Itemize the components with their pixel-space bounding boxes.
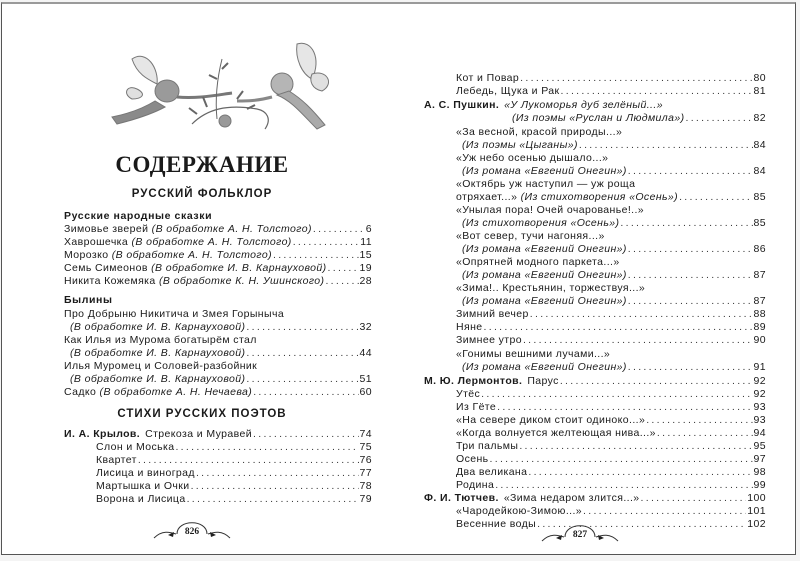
leader-dots (628, 243, 753, 256)
page-number-826: 826 (184, 527, 200, 537)
page-number: 98 (753, 466, 766, 478)
page-number: 92 (753, 388, 766, 400)
toc-entry[interactable] (96, 441, 372, 454)
page-folio (540, 517, 620, 547)
toc-entry[interactable] (64, 262, 372, 275)
page-number: 92 (753, 375, 766, 387)
leader-dots (191, 480, 359, 493)
page-number: 93 (753, 414, 766, 426)
author-name: М. Ю. Лермонтов. (424, 375, 523, 387)
page-number-827: 827 (572, 530, 588, 540)
leader-dots (628, 269, 753, 282)
entry-title[interactable]: Илья Муромец и Соловей-разбойник (64, 360, 258, 372)
section-heading-folklore: РУССКИЙ ФОЛЬКЛОР (131, 188, 273, 200)
entry-title[interactable]: «Опрятней модного паркета...» (456, 256, 620, 268)
entry-title: Зимний вечер (456, 308, 529, 320)
entry-note: (Из поэмы «Цыганы») (462, 139, 578, 151)
toc-entry[interactable] (456, 388, 766, 401)
leader-dots (253, 386, 358, 399)
toc-entry[interactable] (70, 347, 372, 360)
fairies-illustration-icon (97, 29, 342, 144)
toc-entry[interactable] (456, 321, 766, 334)
entry-title: Няне (456, 321, 483, 333)
page-number: 99 (753, 479, 766, 491)
page-number: 44 (359, 347, 372, 359)
page-number: 76 (359, 454, 372, 466)
leader-dots (325, 275, 358, 288)
page-number: 91 (753, 361, 766, 373)
page-number: 102 (747, 518, 766, 530)
entry-title: «Зима недаром злится...» (503, 492, 640, 504)
leader-dots (657, 427, 753, 440)
leader-dots (490, 453, 753, 466)
page-number: 90 (753, 334, 766, 346)
toc-entry[interactable] (96, 493, 372, 506)
entry-title[interactable]: «Гонимы вешними лучами...» (456, 348, 611, 360)
leader-dots (497, 401, 752, 414)
leader-dots (481, 388, 752, 401)
entry-note: (Из романа «Евгений Онегин») (462, 243, 627, 255)
entry-title[interactable]: «Унылая пора! Очей очарованье!..» (456, 204, 645, 216)
toc-entry[interactable] (462, 217, 766, 230)
entry-title[interactable]: Как Илья из Мурома богатырём стал (64, 334, 257, 346)
leader-dots (628, 165, 753, 178)
leader-dots (528, 466, 752, 479)
entry-title: «Когда волнуется желтеющая нива...» (456, 427, 656, 439)
page-number: 78 (359, 480, 372, 492)
page-number: 84 (753, 139, 766, 151)
book-spread (1, 2, 796, 555)
page-number: 11 (360, 236, 372, 248)
entry-note: (В обработке И. В. Карнауховой) (70, 347, 246, 359)
leader-dots (196, 467, 359, 480)
entry-title: Квартет (96, 454, 137, 466)
toc-entry[interactable] (462, 361, 766, 374)
entry-title: «На севере диком стоит одиноко...» (456, 414, 646, 426)
entry-title-cont: отряхает...» (456, 191, 518, 203)
leader-dots (686, 112, 753, 125)
page-number: 51 (359, 373, 372, 385)
entry-title: Лебедь, Щука и Рак (456, 85, 560, 97)
page-number: 89 (753, 321, 766, 333)
entry-title: Три пальмы (456, 440, 519, 452)
page-number: 86 (753, 243, 766, 255)
leader-dots (246, 347, 358, 360)
toc-entry[interactable] (96, 467, 372, 480)
page-number: 80 (753, 72, 766, 84)
entry-title[interactable]: «Зима!.. Крестьянин, торжествуя...» (456, 282, 646, 294)
toc-entry[interactable] (424, 492, 766, 505)
entry-note: (В обработке К. Н. Ушинского) (158, 275, 325, 287)
leader-dots (620, 217, 752, 230)
leader-dots (328, 262, 359, 275)
toc-entry[interactable] (456, 453, 766, 466)
page-number: 85 (753, 217, 766, 229)
author-name: Ф. И. Тютчев. (424, 492, 499, 504)
leader-dots (519, 440, 752, 453)
toc-entry[interactable] (456, 85, 766, 98)
toc-entry[interactable] (462, 243, 766, 256)
leader-dots (246, 373, 358, 386)
entry-title[interactable]: «Октябрь уж наступил — уж роща (456, 178, 636, 190)
leader-dots (187, 493, 359, 506)
page-number: 85 (753, 191, 766, 203)
toc-entry[interactable] (462, 269, 766, 282)
entry-title: Мартышка и Очки (96, 480, 190, 492)
page-number: 101 (747, 505, 766, 517)
entry-title[interactable]: Про Добрыню Никитича и Змея Горыныча (64, 308, 285, 320)
toc-entry[interactable] (64, 428, 372, 441)
leader-dots (246, 321, 358, 334)
toc-entry[interactable] (456, 191, 766, 204)
page-number: 97 (753, 453, 766, 465)
leader-dots (646, 414, 752, 427)
page-number: 75 (359, 441, 372, 453)
leader-dots (628, 361, 753, 374)
entry-title: Осень (456, 453, 489, 465)
entry-note: (Из романа «Евгений Онегин») (462, 269, 627, 281)
page-number: 82 (753, 112, 766, 124)
toc-entry[interactable] (64, 275, 372, 288)
entry-title[interactable]: «Вот север, тучи нагоняя...» (456, 230, 605, 242)
entry-note: (Из романа «Евгений Онегин») (462, 165, 627, 177)
page-number: 100 (747, 492, 766, 504)
author-name: А. С. Пушкин. (424, 99, 500, 111)
leader-dots (520, 72, 752, 85)
entry-title: Ворона и Лисица (96, 493, 186, 505)
page-number: 87 (753, 295, 766, 307)
leader-dots (138, 454, 359, 467)
entry-title: Утёс (456, 388, 481, 400)
entry-title: Стрекоза и Муравей (145, 428, 253, 440)
toc-entry[interactable] (462, 165, 766, 178)
entry-note: (Из стихотворения «Осень») (520, 191, 679, 203)
leader-dots (523, 334, 753, 347)
toc-entry[interactable] (456, 479, 766, 492)
page-number: 32 (359, 321, 372, 333)
page-number: 84 (753, 165, 766, 177)
toc-entry[interactable] (462, 139, 766, 152)
entry-note: (В обработке И. В. Карнауховой) (70, 321, 246, 333)
entry-note: (В обработке А. Н. Толстого) (151, 223, 312, 235)
entry-title: Семь Симеонов (64, 262, 148, 274)
toc-entry[interactable] (456, 427, 766, 440)
entry-note: (В обработке А. Н. Толстого) (131, 236, 292, 248)
entry-title: Морозко (64, 249, 109, 261)
toc-entry[interactable] (456, 334, 766, 347)
page-title: СОДЕРЖАНИЕ (115, 152, 289, 177)
leader-dots (530, 308, 753, 321)
page-number: 15 (359, 249, 372, 261)
leader-dots (253, 428, 359, 441)
entry-title: Родина (456, 479, 495, 491)
leader-dots (484, 321, 753, 334)
subheading-tales: Русские народные сказки (64, 210, 213, 222)
toc-entry[interactable] (64, 386, 372, 399)
page-number: 87 (753, 269, 766, 281)
page-number: 28 (359, 275, 372, 287)
entry-title[interactable]: «За весной, красой природы...» (456, 126, 623, 138)
entry-title: Парус (527, 375, 559, 387)
entry-title: Садко (64, 386, 97, 398)
page-number: 79 (359, 493, 372, 505)
right-page (402, 4, 797, 554)
toc-entry[interactable] (96, 480, 372, 493)
leader-dots (495, 479, 752, 492)
leader-dots (175, 441, 358, 454)
entry-title: Из Гёте (456, 401, 497, 413)
toc-entry[interactable] (64, 249, 372, 262)
toc-entry[interactable] (462, 295, 766, 308)
page-folio (152, 514, 232, 544)
page-number: 88 (753, 308, 766, 320)
page-number: 93 (753, 401, 766, 413)
entry-note: (В обработке И. В. Карнауховой) (151, 262, 327, 274)
toc-entry[interactable] (456, 466, 766, 479)
entry-title: Весенние воды (456, 518, 537, 530)
entry-title: Два великана (456, 466, 528, 478)
entry-note: (В обработке А. Н. Нечаева) (99, 386, 253, 398)
leader-dots (561, 85, 753, 98)
left-page (2, 4, 402, 554)
toc-entry[interactable] (64, 236, 372, 249)
entry-title: Никита Кожемяка (64, 275, 156, 287)
entry-title: Лисица и виноград (96, 467, 195, 479)
leader-dots (560, 375, 753, 388)
page-number: 74 (359, 428, 372, 440)
leader-dots (293, 236, 360, 249)
leader-dots (628, 295, 753, 308)
leader-dots (641, 492, 747, 505)
entry-note: (Из романа «Евгений Онегин») (462, 361, 627, 373)
entry-note: (Из романа «Евгений Онегин») (462, 295, 627, 307)
toc-entry[interactable] (96, 454, 372, 467)
toc-entry-line[interactable] (424, 99, 663, 112)
toc-entry[interactable] (456, 401, 766, 414)
toc-entry[interactable] (70, 373, 372, 386)
entry-title: «У Лукоморья дуб зелёный...» (504, 99, 663, 111)
author-name: И. А. Крылов. (64, 428, 141, 440)
entry-note: (В обработке И. В. Карнауховой) (70, 373, 246, 385)
toc-entry[interactable] (70, 321, 372, 334)
page-number: 94 (753, 427, 766, 439)
leader-dots (313, 223, 365, 236)
entry-title: Зимнее утро (456, 334, 522, 346)
toc-entry[interactable] (64, 223, 372, 236)
page-number: 60 (359, 386, 372, 398)
toc-entry[interactable] (456, 414, 766, 427)
page-number: 81 (753, 85, 766, 97)
entry-note: (Из стихотворения «Осень») (462, 217, 620, 229)
entry-title: Слон и Моська (96, 441, 175, 453)
subheading-byliny: Былины (64, 294, 113, 306)
entry-title: Хаврошечка (64, 236, 129, 248)
entry-note: (Из поэмы «Руслан и Людмила») (512, 112, 685, 124)
page-number: 95 (753, 440, 766, 452)
entry-title: Кот и Повар (456, 72, 520, 84)
page-number: 77 (359, 467, 372, 479)
page-number: 19 (359, 262, 372, 274)
toc-entry[interactable] (512, 112, 766, 125)
entry-note: (В обработке А. Н. Толстого) (111, 249, 272, 261)
entry-title: Зимовье зверей (64, 223, 149, 235)
toc-entry[interactable] (456, 72, 766, 85)
toc-entry[interactable] (424, 375, 766, 388)
section-heading-poets: СТИХИ РУССКИХ ПОЭТОВ (117, 408, 287, 420)
entry-title[interactable]: «Уж небо осенью дышало...» (456, 152, 609, 164)
toc-entry[interactable] (456, 308, 766, 321)
page-number: 6 (365, 223, 372, 235)
toc-entry[interactable] (456, 440, 766, 453)
leader-dots (579, 139, 753, 152)
entry-title: «Чародейкою-Зимою...» (456, 505, 583, 517)
leader-dots (679, 191, 752, 204)
leader-dots (273, 249, 359, 262)
